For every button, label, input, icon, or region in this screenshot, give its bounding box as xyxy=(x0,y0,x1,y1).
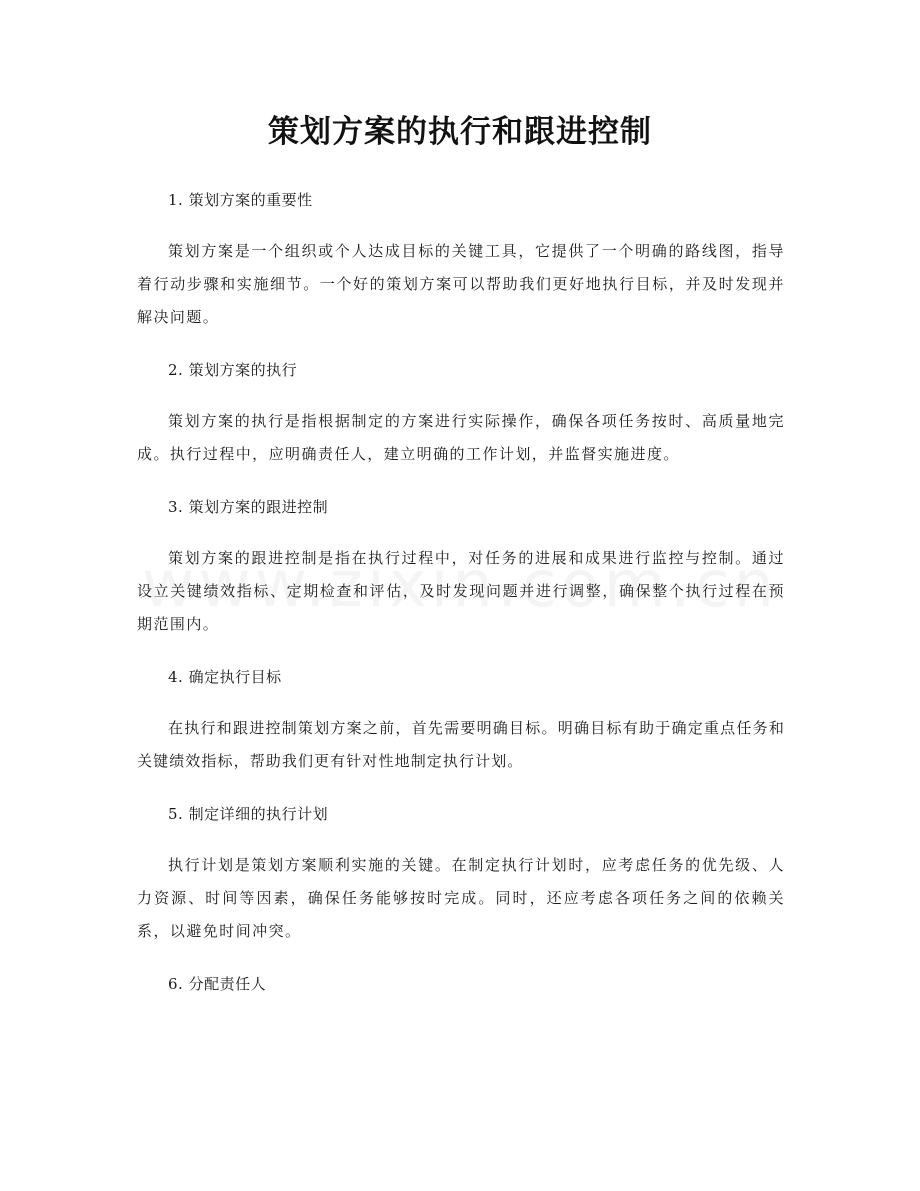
section-paragraph: 执行计划是策划方案顺利实施的关键。在制定执行计划时，应考虑任务的优先级、人力资源、时间等因素，确保任务能够按时完成。同时，还应考虑各项任务之间的依赖关系，以避免时间冲突。 xyxy=(137,856,785,940)
section-heading: 5. 制定详细的执行计划 xyxy=(168,805,329,823)
document-body xyxy=(137,186,785,1019)
section-heading: 1. 策划方案的重要性 xyxy=(168,191,313,209)
section-heading: 3. 策划方案的跟进控制 xyxy=(168,498,329,516)
section-heading: 4. 确定执行目标 xyxy=(168,668,282,686)
document-title: 策划方案的执行和跟进控制 xyxy=(268,114,652,150)
section-assign-owner xyxy=(137,970,785,998)
section-detailed-plan xyxy=(137,800,785,948)
section-heading: 2. 策划方案的执行 xyxy=(168,361,298,379)
section-paragraph: 策划方案的执行是指根据制定的方案进行实际操作，确保各项任务按时、高质量地完成。执行过程中，应明确责任人，建立明确的工作计划，并监督实施进度。 xyxy=(137,412,785,463)
section-execution xyxy=(137,356,785,471)
section-follow-up-control xyxy=(137,493,785,641)
section-importance xyxy=(137,186,785,334)
section-paragraph: 在执行和跟进控制策划方案之前，首先需要明确目标。明确目标有助于确定重点任务和关键绩效指标，帮助我们更有针对性地制定执行计划。 xyxy=(137,719,785,770)
section-paragraph: 策划方案是一个组织或个人达成目标的关键工具，它提供了一个明确的路线图，指导着行动步骤和实施细节。一个好的策划方案可以帮助我们更好地执行目标，并及时发现并解决问题。 xyxy=(137,242,785,326)
section-heading: 6. 分配责任人 xyxy=(168,975,267,993)
section-define-goals xyxy=(137,663,785,778)
section-paragraph: 策划方案的跟进控制是指在执行过程中，对任务的进展和成果进行监控与控制。通过设立关键绩效指标、定期检查和评估，及时发现问题并进行调整，确保整个执行过程在预期范围内。 xyxy=(137,549,785,633)
